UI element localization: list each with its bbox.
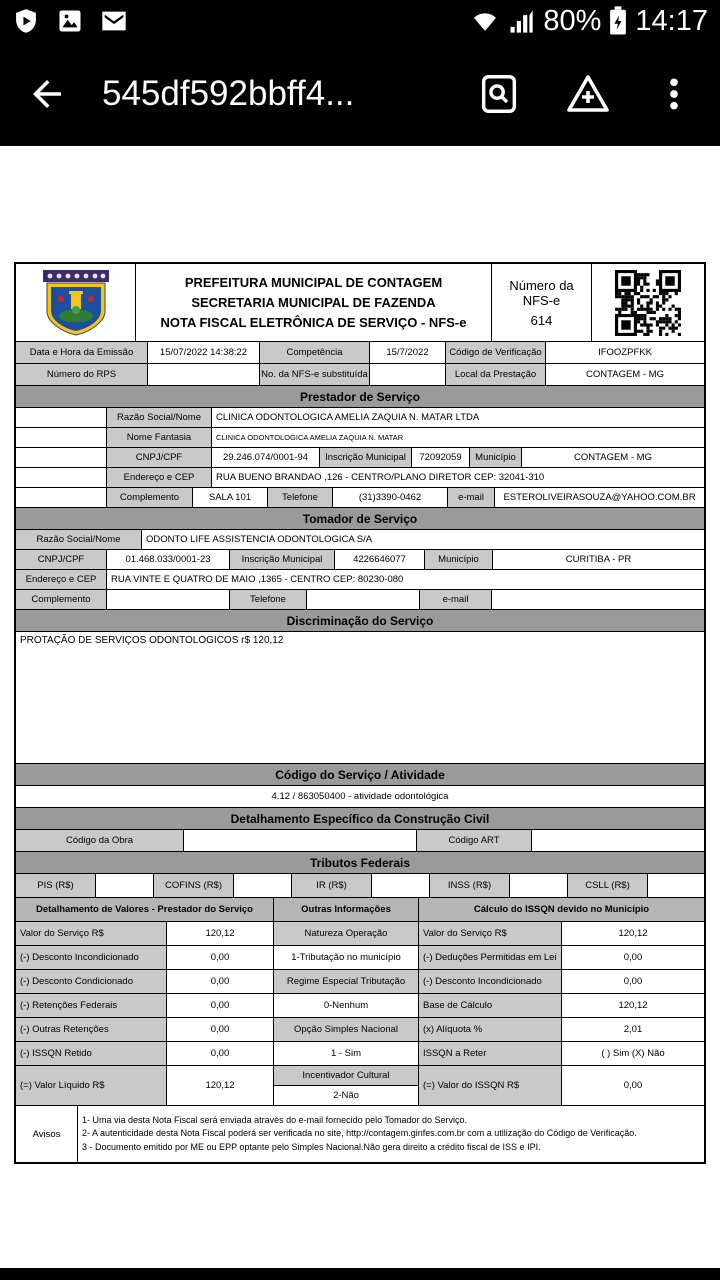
prestador-complemento-row — [16, 488, 704, 508]
avisos-line-3: 3 - Documento emitido por ME ou EPP optante pelo Simples Nacional.Não gera direito a crédito fiscal de ISS e IPI. — [82, 1141, 541, 1152]
valores-col2-title: Outras Informações — [274, 898, 419, 921]
issqn-retido-label: (-) ISSQN Retido — [16, 1042, 167, 1065]
substituida-label: No. da NFS-e substituída — [260, 364, 370, 385]
play-protect-icon — [12, 7, 40, 35]
opcao-simples-value: 1 - Sim — [274, 1042, 419, 1065]
tomador-razao-value: ODONTO LIFE ASSISTENCIA ODONTOLOGICA S/A — [146, 534, 373, 545]
issuer-line3: NOTA FISCAL ELETRÔNICA DE SERVIÇO - NFS-e — [160, 315, 467, 330]
prestador-razao-value: CLINICA ODONTOLOGICA AMELIA ZAQUIA N. MATAR LTDA — [216, 412, 480, 423]
clock: 14:17 — [635, 4, 708, 37]
email-icon — [100, 7, 128, 35]
prestador-logo-placeholder — [16, 468, 107, 487]
coat-of-arms — [16, 264, 136, 341]
gallery-icon — [56, 7, 84, 35]
prestador-endereco-row — [16, 468, 704, 488]
tributos-section-header — [16, 852, 704, 874]
avisos-row — [16, 1106, 704, 1162]
nfse-number-label: Número da NFS-e — [509, 277, 574, 308]
valor-servico-value: 120,12 — [167, 922, 274, 945]
csll-value — [648, 874, 704, 897]
natureza-operacao-value: 1-Tributação no município — [274, 946, 419, 969]
tomador-endereco-value: RUA VINTE E QUATRO DE MAIO ,1365 - CENTRO CEP: 80230-080 — [111, 574, 404, 585]
issuer-line2: SECRETARIA MUNICIPAL DE FAZENDA — [191, 295, 436, 310]
deducoes-permitidas-label: (-) Deduções Permitidas em Lei — [419, 946, 562, 969]
prestador-email-value: ESTEROLIVEIRASOUZA@YAHOO.COM.BR — [503, 492, 696, 503]
prestador-complemento-label: Complemento — [107, 488, 193, 507]
nfse-document — [14, 262, 706, 1164]
overflow-menu-button[interactable] — [646, 66, 702, 122]
retencoes-federais-label: (-) Retenções Federais — [16, 994, 167, 1017]
tributos-title: Tributos Federais — [16, 852, 704, 873]
rps-label: Número do RPS — [16, 364, 148, 385]
prestador-endereco-value: RUA BUENO BRANDAO ,126 - CENTRO/PLANO DIRETOR CEP: 32041-310 — [216, 472, 545, 483]
pis-value — [96, 874, 154, 897]
battery-percent: 80% — [543, 4, 602, 37]
issuer-line1: PREFEITURA MUNICIPAL DE CONTAGEM — [184, 275, 443, 290]
avisos-text — [78, 1106, 704, 1162]
desconto-incondicionado-label: (-) Desconto Incondicionado — [16, 946, 167, 969]
tomador-municipio-value: CURITIBA - PR — [565, 554, 632, 565]
incentivador-cultural-label: Incentivador Cultural — [274, 1066, 418, 1086]
meta-row-2 — [16, 364, 704, 386]
prestador-telefone-value: (31)3390-0462 — [333, 488, 448, 507]
valores-row-2 — [16, 946, 704, 970]
issqn-a-reter-label: ISSQN a Reter — [419, 1042, 562, 1065]
prestador-logo-placeholder — [16, 488, 107, 507]
system-status-icons — [471, 5, 708, 38]
ir-value — [372, 874, 430, 897]
prestador-cnpj-value: 29.246.074/0001-94 — [212, 448, 320, 467]
pdf-page-area[interactable] — [0, 146, 720, 1268]
prestador-razao-row — [16, 408, 704, 428]
avisos-line-2: 2- A autenticidade desta Nota Fiscal poderá ser verificada no site, http://contagem.ginfes.com.br com a utilização do Código de Verificação. — [82, 1128, 637, 1139]
prestador-title: Prestador de Serviço — [16, 386, 704, 407]
retencoes-federais-value: 0,00 — [167, 994, 274, 1017]
tomador-telefone-label: Telefone — [230, 590, 307, 609]
valores-col3-title: Cálculo do ISSQN devido no Município — [419, 898, 704, 921]
valores-row-1 — [16, 922, 704, 946]
desconto-condicionado-value: 0,00 — [167, 970, 274, 993]
competencia-label: Competência — [260, 342, 370, 363]
add-to-drive-button[interactable] — [556, 62, 620, 126]
codigo-obra-label: Código da Obra — [16, 830, 184, 851]
valores-col1-title: Detalhamento de Valores - Prestador do Serviço — [16, 898, 274, 921]
verificacao-value: IFOOZPFKK — [598, 347, 652, 358]
local-prestacao-value: CONTAGEM - MG — [586, 369, 664, 380]
prestador-inscricao-value: 72092059 — [412, 448, 470, 467]
prestador-razao-label: Razão Social/Nome — [107, 408, 212, 427]
qr-code — [592, 264, 704, 341]
avisos-label: Avisos — [16, 1106, 78, 1162]
tomador-inscricao-value: 4226646077 — [335, 550, 425, 569]
codigo-art-value — [532, 830, 704, 851]
prestador-fantasia-value: CLINICA ODONTOLOGICA AMELIA ZAQUIA N. MATAR — [216, 433, 404, 442]
prestador-fantasia-row — [16, 428, 704, 448]
tomador-municipio-label: Município — [425, 550, 493, 569]
prestador-municipio-label: Município — [470, 448, 522, 467]
prestador-telefone-label: Telefone — [268, 488, 333, 507]
base-calculo-value: 120,12 — [618, 1000, 648, 1011]
desconto-condicionado-label: (-) Desconto Condicionado — [16, 970, 167, 993]
inss-label: INSS (R$) — [430, 874, 510, 897]
emissao-value: 15/07/2022 14:38:22 — [148, 342, 260, 363]
tomador-cnpj-value: 01.468.033/0001-23 — [107, 550, 230, 569]
find-in-page-icon — [476, 71, 522, 117]
find-in-page-button[interactable] — [468, 63, 530, 125]
verificacao-label: Código de Verificação — [446, 342, 546, 363]
incentivador-cultural-value: 2-Não — [333, 1090, 359, 1101]
prestador-inscricao-label: Inscrição Municipal — [320, 448, 412, 467]
substituida-value — [370, 364, 446, 385]
cell-signal-icon — [507, 7, 535, 35]
valor-servico-label: Valor do Serviço R$ — [16, 922, 167, 945]
outras-retencoes-label: (-) Outras Retenções — [16, 1018, 167, 1041]
nfse-header-row — [16, 264, 704, 342]
issqn-retido-value: 0,00 — [167, 1042, 274, 1065]
prestador-section-header — [16, 386, 704, 408]
inss-value — [510, 874, 568, 897]
notification-icons — [12, 7, 128, 35]
codigo-servico-title: Código do Serviço / Atividade — [16, 764, 704, 785]
issqn-desconto-incondicionado-label: (-) Desconto Incondicionado — [419, 970, 562, 993]
valor-liquido-label: (=) Valor Líquido R$ — [16, 1066, 167, 1105]
tomador-endereco-row — [16, 570, 704, 590]
issuer-title — [136, 264, 492, 341]
codigo-servico-value: 4.12 / 863050400 - atividade odontológica — [271, 791, 449, 802]
valor-issqn-label: (=) Valor do ISSQN R$ — [419, 1066, 562, 1105]
regime-especial-label: Regime Especial Tributação — [274, 970, 419, 993]
tomador-complemento-value — [107, 590, 230, 609]
prestador-endereco-label: Endereço e CEP — [107, 468, 212, 487]
tomador-razao-label: Razão Social/Nome — [16, 530, 142, 549]
opcao-simples-label: Opção Simples Nacional — [274, 1018, 419, 1041]
aliquota-label: (x) Alíquota % — [419, 1018, 562, 1041]
battery-charging-icon — [609, 6, 627, 36]
issqn-valor-servico-label: Valor do Serviço R$ — [419, 922, 562, 945]
natureza-operacao-label: Natureza Operação — [274, 922, 419, 945]
meta-row-1 — [16, 342, 704, 364]
deducoes-permitidas-value: 0,00 — [623, 952, 643, 963]
tomador-section-header — [16, 508, 704, 530]
issqn-valor-servico-value: 120,12 — [618, 928, 648, 939]
prestador-logo-placeholder — [16, 408, 107, 427]
bottom-bar — [0, 1268, 720, 1280]
back-button[interactable] — [18, 65, 76, 123]
toolbar-actions — [468, 62, 702, 126]
nfse-number-box — [492, 264, 592, 341]
ir-label: IR (R$) — [292, 874, 372, 897]
codigo-obra-value — [184, 830, 417, 851]
base-calculo-label: Base de Cálculo — [419, 994, 562, 1017]
valor-issqn-value: 0,00 — [623, 1080, 643, 1091]
tomador-email-label: e-mail — [420, 590, 492, 609]
wifi-icon — [471, 7, 499, 35]
prestador-municipio-value: CONTAGEM - MG — [574, 452, 652, 463]
document-title: 545df592bbff4... — [102, 74, 355, 113]
competencia-value: 15/7/2022 — [370, 342, 446, 363]
incentivador-cultural-stack — [274, 1066, 419, 1105]
valores-row-4 — [16, 994, 704, 1018]
valores-row-3 — [16, 970, 704, 994]
prestador-email-label: e-mail — [448, 488, 495, 507]
valores-column-headers — [16, 898, 704, 922]
aliquota-value: 2,01 — [623, 1024, 643, 1035]
drive-add-icon — [564, 70, 612, 118]
codigo-art-label: Código ART — [417, 830, 532, 851]
discriminacao-section-header — [16, 610, 704, 632]
outras-retencoes-value: 0,00 — [167, 1018, 274, 1041]
tomador-inscricao-label: Inscrição Municipal — [230, 550, 335, 569]
local-prestacao-label: Local da Prestação — [446, 364, 546, 385]
construcao-row — [16, 830, 704, 852]
valores-row-5 — [16, 1018, 704, 1042]
status-bar — [0, 0, 720, 42]
contagem-coat-of-arms-icon — [37, 269, 115, 337]
rps-value — [148, 364, 260, 385]
codigo-servico-section-header — [16, 764, 704, 786]
prestador-complemento-value: SALA 101 — [193, 488, 268, 507]
avisos-line-1: 1- Uma via desta Nota Fiscal será enviada através do e-mail fornecido pelo Tomador do Serviço. — [82, 1115, 468, 1126]
tomador-endereco-label: Endereço e CEP — [16, 570, 107, 589]
issqn-a-reter-value: ( ) Sim (X) Não — [601, 1048, 665, 1059]
cofins-value — [234, 874, 292, 897]
construcao-title: Detalhamento Específico da Construção Civil — [16, 808, 704, 829]
valores-row-7 — [16, 1066, 704, 1106]
cofins-label: COFINS (R$) — [154, 874, 234, 897]
valor-liquido-value: 120,12 — [167, 1066, 274, 1105]
nfse-number-value: 614 — [530, 312, 553, 328]
tomador-cnpj-label: CNPJ/CPF — [16, 550, 107, 569]
prestador-fantasia-label: Nome Fantasia — [107, 428, 212, 447]
prestador-logo-placeholder — [16, 448, 107, 467]
tomador-razao-row — [16, 530, 704, 550]
tomador-complemento-label: Complemento — [16, 590, 107, 609]
valores-row-6 — [16, 1042, 704, 1066]
codigo-servico-row — [16, 786, 704, 808]
prestador-logo-placeholder — [16, 428, 107, 447]
discriminacao-title: Discriminação do Serviço — [16, 610, 704, 631]
discriminacao-text: PROTAÇÃO DE SERVIÇOS ODONTOLOGICOS r$ 120,12 — [20, 635, 284, 646]
construcao-section-header — [16, 808, 704, 830]
overflow-menu-icon — [654, 74, 694, 114]
issqn-desconto-incondicionado-value: 0,00 — [623, 976, 643, 987]
tomador-complemento-row — [16, 590, 704, 610]
desconto-incondicionado-value: 0,00 — [167, 946, 274, 969]
tomador-cnpj-row — [16, 550, 704, 570]
discriminacao-body-row — [16, 632, 704, 764]
prestador-cnpj-row — [16, 448, 704, 468]
pis-label: PIS (R$) — [16, 874, 96, 897]
prestador-cnpj-label: CNPJ/CPF — [107, 448, 212, 467]
emissao-label: Data e Hora da Emissão — [16, 342, 148, 363]
regime-especial-value: 0-Nenhum — [274, 994, 419, 1017]
back-arrow-icon — [26, 73, 68, 115]
tomador-email-value — [492, 590, 704, 609]
csll-label: CSLL (R$) — [568, 874, 648, 897]
pdf-viewer-toolbar — [0, 42, 720, 146]
tributos-row — [16, 874, 704, 898]
tomador-title: Tomador de Serviço — [16, 508, 704, 529]
tomador-telefone-value — [307, 590, 420, 609]
